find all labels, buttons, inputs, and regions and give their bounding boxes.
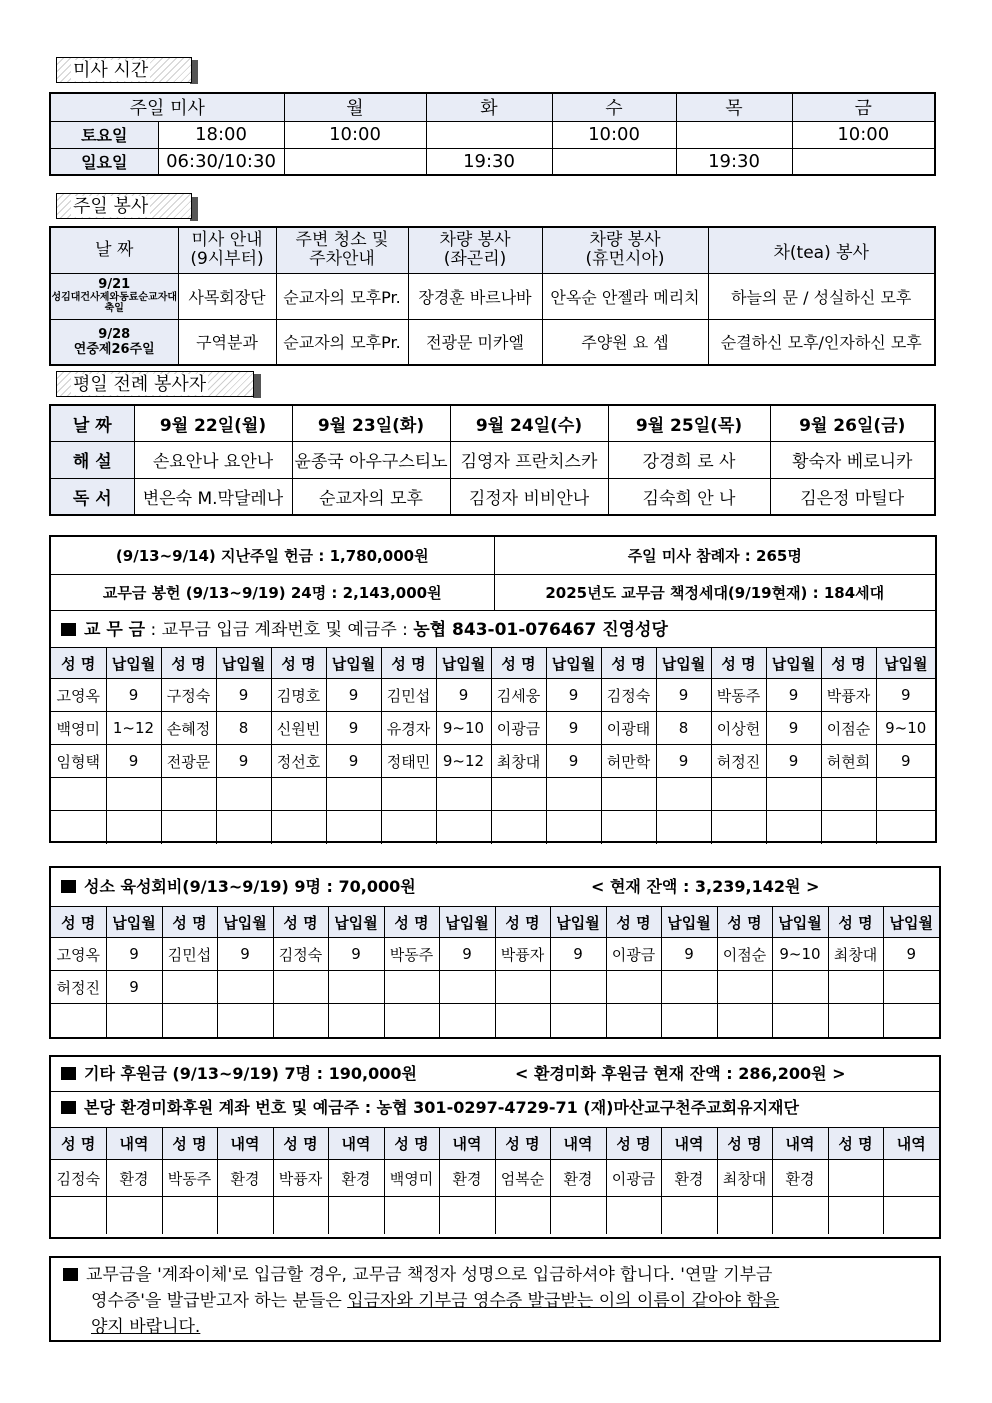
cell-name [271,811,326,844]
cell-value: 9 [766,679,821,712]
cell-name [384,1197,439,1234]
col-header-name: 성 명 [495,1128,550,1160]
cell-name [381,778,436,811]
col-header-value: 납입월 [217,907,273,938]
cell-name [717,971,772,1004]
cell-value [876,811,935,844]
cell-name: 이광금 [491,712,546,745]
col-header-value: 내역 [439,1128,495,1160]
cell-name [51,1197,106,1234]
cell-name [271,778,326,811]
other-box [49,1055,941,1239]
dues-account-line: 교 무 금 : 교무금 입금 계좌번호 및 예금주 : 농협 843-01-076467 진영성당 [61,617,668,643]
bullet-square-icon [63,1268,78,1281]
cell-name: 전광문 [161,745,216,778]
cell-name: 임형택 [51,745,106,778]
col-header-value: 내역 [661,1128,717,1160]
cell-name: 정선호 [271,745,326,778]
table-row [51,745,935,778]
header-car2: 차량 봉사 (휴먼시아) [542,227,708,273]
cell-value: 9 [766,712,821,745]
col-header-name: 성 명 [381,648,436,679]
table-row [51,971,939,1004]
cell-value [217,971,273,1004]
cell-name: 허만학 [601,745,656,778]
weekday-liturgy-table: 날 짜 9월 22일(월) 9월 23일(화) 9월 24일(수) 9월 25일(목) 9월 26일(금) 해 설 손요안나 요안나 윤종국 아우구스티노 김영자 프란치스카 강경희 로 사 황숙자 베로니카 독 서 변은숙 M.막달레나 순교자의 모후 김정자 비비안나 김숙희 안 나 김은정 마틸다 [49,404,936,516]
cell-name [828,1197,883,1234]
cell-name: 이상헌 [711,712,766,745]
col-header-name: 성 명 [161,648,216,679]
notice-line2b: 입금자와 기부금 영수증 발급받는 이의 이름이 같아야 함을 [347,1291,780,1311]
cell-value [766,811,821,844]
cell-value: 9 [546,679,601,712]
cell-name [606,1197,661,1234]
col-header-value: 납입월 [876,648,935,679]
sunday-service-table [49,226,936,366]
day-label: 토요일 [50,121,158,148]
cell-name: 고영옥 [51,679,106,712]
cell-value: 9 [546,712,601,745]
cell-name: 김정숙 [273,938,328,971]
cell-value: 환경 [106,1160,162,1197]
cell-value: 9~12 [436,745,491,778]
col-header-name: 성 명 [491,648,546,679]
cell-name: 허현희 [821,745,876,778]
col-header-name: 성 명 [273,907,328,938]
header-mass-guide: 미사 안내 (9시부터) [178,227,276,273]
cell-value [439,971,495,1004]
cell-name [273,1197,328,1234]
cell-value [217,1004,273,1037]
cell-name [51,1004,106,1037]
cell-value [436,778,491,811]
cell-value: 9 [328,938,384,971]
cell-value: 9~10 [772,938,828,971]
seminary-table [51,906,939,1037]
cell-value [439,1197,495,1234]
cell-value: 9 [883,938,939,971]
seminary-title: 성소 육성회비(9/13~9/19) 9명 : 70,000원 [61,874,416,900]
cell-name [821,811,876,844]
header-mon: 월 [284,93,426,121]
col-header-value: 납입월 [883,907,939,938]
col-header-name: 성 명 [828,907,883,938]
cell-value: 환경 [439,1160,495,1197]
cell-name [384,1004,439,1037]
table-row: 토요일 18:00 10:00 10:00 10:00 [50,121,935,148]
seminary-box [49,866,941,1039]
cell-value [656,778,711,811]
col-header-name: 성 명 [51,648,106,679]
col-header-value: 납입월 [328,907,384,938]
cell-value: 환경 [217,1160,273,1197]
col-header-value: 납입월 [656,648,711,679]
cell-name [162,1197,217,1234]
cell-name [717,1197,772,1234]
cell-name: 이점순 [717,938,772,971]
bullet-square-icon [61,623,76,636]
cell-name [821,778,876,811]
col-header-value: 내역 [106,1128,162,1160]
cell-name: 김세웅 [491,679,546,712]
col-header-value: 내역 [217,1128,273,1160]
cell-name: 박퓽자 [273,1160,328,1197]
cell-value: 9 [106,971,162,1004]
cell-name [384,971,439,1004]
cell-name: 허정진 [51,971,106,1004]
col-header-name: 성 명 [51,1128,106,1160]
cell-value [106,1004,162,1037]
col-header-value: 납입월 [439,907,495,938]
table-row: 9/28 연중제26주일 구역분과 순교자의 모후Pr. 전광문 미카엘 주양원 요 셉 순결하신 모후/인자하신 모후 [50,319,935,365]
table-row [51,679,935,712]
cell-value: 9 [326,745,381,778]
cell-name [495,971,550,1004]
cell-name [381,811,436,844]
table-row: 독 서 변은숙 M.막달레나 순교자의 모후 김정자 비비안나 김숙희 안 나 김은정 마틸다 [50,478,935,515]
col-header-name: 성 명 [601,648,656,679]
cell-value [328,1004,384,1037]
cell-name [717,1004,772,1037]
header-tea: 차(tea) 봉사 [708,227,935,273]
cell-value: 9 [106,938,162,971]
cell-name: 김명호 [271,679,326,712]
notice-line1: 교무금을 '계좌이체'로 입금할 경우, 교무금 책정자 성명으로 입금하셔야 합니다. '연말 기부금 [86,1265,773,1285]
cell-name [51,778,106,811]
cell-name [162,971,217,1004]
col-header-name: 성 명 [606,1128,661,1160]
cell-value [328,1197,384,1234]
other-balance: < 환경미화 후원금 현재 잔액 : 286,200원 > [515,1064,846,1083]
table-row: 해 설 손요안나 요안나 윤종국 아우구스티노 김영자 프란치스카 강경희 로 사 황숙자 베로니카 [50,441,935,478]
col-header-name: 성 명 [384,1128,439,1160]
cell-value [436,811,491,844]
other-title: 기타 후원금 (9/13~9/19) 7명 : 190,000원 [61,1061,417,1087]
cell-value: 9 [656,745,711,778]
col-header-name: 성 명 [51,907,106,938]
cell-value [766,778,821,811]
cell-value [550,971,606,1004]
bullet-square-icon [61,1067,76,1080]
cell-value: 9 [876,679,935,712]
cell-name: 최창대 [491,745,546,778]
cell-name [828,1160,883,1197]
table-row [51,1160,939,1197]
cell-value [216,778,271,811]
cell-name: 박퓽자 [821,679,876,712]
cell-value [661,1197,717,1234]
cell-name: 박동주 [162,1160,217,1197]
cell-value [883,1197,939,1234]
cell-name: 최창대 [717,1160,772,1197]
cell-name: 박동주 [384,938,439,971]
col-header-value: 납입월 [661,907,717,938]
cell-name: 유경자 [381,712,436,745]
cell-name: 백영미 [51,712,106,745]
cell-name [828,1004,883,1037]
mass-times-table [49,92,936,176]
cell-value [106,1197,162,1234]
bullet-square-icon [61,1101,76,1114]
cell-value [550,1004,606,1037]
sunday-service-title: 주일 봉사 [56,193,192,219]
col-header-value: 내역 [328,1128,384,1160]
cell-name [711,811,766,844]
col-header-value: 납입월 [550,907,606,938]
col-header-value: 납입월 [106,648,161,679]
cell-name: 박퓽자 [495,938,550,971]
cell-value [883,1004,939,1037]
cell-value [772,1197,828,1234]
cell-name [273,971,328,1004]
cell-value: 9 [217,938,273,971]
cell-value: 9 [766,745,821,778]
cell-value [876,778,935,811]
cell-name: 고영옥 [51,938,106,971]
header-thu: 목 [676,93,792,121]
col-header-name: 성 명 [717,907,772,938]
cell-value [656,811,711,844]
cell-name: 백영미 [384,1160,439,1197]
cell-name: 이광금 [606,1160,661,1197]
other-account: 본당 환경미화후원 계좌 번호 및 예금주 : 농협 301-0297-4729-71 (재)마산교구천주교회유지재단 [61,1095,799,1121]
cell-value: 9 [661,938,717,971]
header-tue: 화 [426,93,552,121]
cell-name: 정태민 [381,745,436,778]
cell-value: 9~10 [436,712,491,745]
table-row: 9/21 성김대건사제와동료순교자대축일 사목회장단 순교자의 모후Pr. 장경훈 바르나바 안옥순 안젤라 메리치 하늘의 문 / 성실하신 모후 [50,273,935,319]
cell-value: 1~12 [106,712,161,745]
cell-value [106,778,161,811]
cell-name [601,811,656,844]
other-table [51,1127,939,1234]
cell-value: 9 [106,679,161,712]
header-date: 날 짜 [50,227,178,273]
cell-value: 환경 [772,1160,828,1197]
col-header-value: 내역 [883,1128,939,1160]
cell-name [273,1004,328,1037]
cell-name [828,971,883,1004]
col-header-name: 성 명 [828,1128,883,1160]
col-header-name: 성 명 [271,648,326,679]
cell-value: 9 [550,938,606,971]
cell-name: 신원빈 [271,712,326,745]
col-header-value: 내역 [550,1128,606,1160]
cell-name [161,778,216,811]
cell-name [51,811,106,844]
cell-name: 허정진 [711,745,766,778]
cell-value: 9 [436,679,491,712]
cell-name: 김정숙 [601,679,656,712]
weekday-liturgy-title: 평일 전례 봉사자 [56,371,254,397]
cell-value [546,811,601,844]
cell-value: 9 [656,679,711,712]
mass-times-title: 미사 시간 [56,57,192,83]
cell-value [328,971,384,1004]
cell-value: 9~10 [876,712,935,745]
col-header-name: 성 명 [606,907,661,938]
cell-value: 9 [439,938,495,971]
table-row: 일요일 06:30/10:30 19:30 19:30 [50,148,935,175]
seminary-balance: < 현재 잔액 : 3,239,142원 > [591,877,820,896]
cell-name [606,971,661,1004]
cell-name: 이점순 [821,712,876,745]
table-row [51,811,935,844]
table-row [51,1004,939,1037]
cell-value [661,1004,717,1037]
offering-summary: (9/13~9/14) 지난주일 헌금 : 1,780,000원 주일 미사 참례자 : 265명 교무금 봉헌 (9/13~9/19) 24명 : 2,143,000원 2025년도 교무금 책정세대(9/19현재) : 184세대 [51,537,935,611]
cell-value: 9 [106,745,161,778]
cell-value [661,971,717,1004]
cell-value: 9 [216,745,271,778]
cell-value: 환경 [328,1160,384,1197]
cell-name: 엄복순 [495,1160,550,1197]
cell-name [606,1004,661,1037]
table-row [51,938,939,971]
cell-name: 김정숙 [51,1160,106,1197]
col-header-value: 납입월 [216,648,271,679]
cell-value: 9 [326,712,381,745]
cell-name: 구정숙 [161,679,216,712]
cell-value: 8 [216,712,271,745]
cell-value [772,971,828,1004]
col-header-name: 성 명 [162,1128,217,1160]
cell-value [217,1197,273,1234]
cell-name: 박동주 [711,679,766,712]
bullet-square-icon [61,880,76,893]
cell-name [711,778,766,811]
col-header-name: 성 명 [162,907,217,938]
header-sunday-mass: 주일 미사 [50,93,284,121]
notice-line2a: 영수증'을 발급받고자 하는 분들은 [91,1291,348,1311]
col-header-value: 납입월 [766,648,821,679]
cell-value [106,811,161,844]
header-car1: 차량 봉사 (좌곤리) [408,227,542,273]
col-header-value: 납입월 [772,907,828,938]
col-header-value: 납입월 [436,648,491,679]
cell-value [883,971,939,1004]
cell-value [439,1004,495,1037]
col-header-value: 납입월 [546,648,601,679]
cell-name: 김민섭 [162,938,217,971]
dues-table [51,647,935,844]
table-row [51,1197,939,1234]
cell-value: 환경 [550,1160,606,1197]
day-label: 일요일 [50,148,158,175]
offering-box [49,535,937,843]
cell-name [161,811,216,844]
cell-name: 김민섭 [381,679,436,712]
cell-value [883,1160,939,1197]
header-fri: 금 [792,93,935,121]
cell-value: 9 [546,745,601,778]
cell-value: 9 [216,679,271,712]
cell-name [491,778,546,811]
cell-value [546,778,601,811]
cell-value [326,778,381,811]
cell-value [550,1197,606,1234]
header-wed: 수 [552,93,676,121]
cell-name [162,1004,217,1037]
cell-value: 9 [326,679,381,712]
cell-name: 최창대 [828,938,883,971]
col-header-value: 내역 [772,1128,828,1160]
col-header-name: 성 명 [821,648,876,679]
cell-value: 환경 [661,1160,717,1197]
cell-value [216,811,271,844]
cell-name [495,1197,550,1234]
header-cleaning: 주변 청소 및 주차안내 [276,227,408,273]
col-header-value: 납입월 [106,907,162,938]
notice-line3: 양지 바랍니다. [91,1317,201,1337]
cell-value: 8 [656,712,711,745]
cell-name: 손혜정 [161,712,216,745]
cell-name: 이광태 [601,712,656,745]
col-header-name: 성 명 [495,907,550,938]
cell-name [495,1004,550,1037]
col-header-name: 성 명 [711,648,766,679]
table-row [51,712,935,745]
cell-value: 9 [876,745,935,778]
col-header-value: 납입월 [326,648,381,679]
col-header-name: 성 명 [717,1128,772,1160]
cell-value [772,1004,828,1037]
notice-box [49,1256,941,1342]
col-header-name: 성 명 [384,907,439,938]
col-header-name: 성 명 [273,1128,328,1160]
cell-name [491,811,546,844]
cell-name: 이광금 [606,938,661,971]
cell-name [601,778,656,811]
cell-value [326,811,381,844]
table-row [51,778,935,811]
